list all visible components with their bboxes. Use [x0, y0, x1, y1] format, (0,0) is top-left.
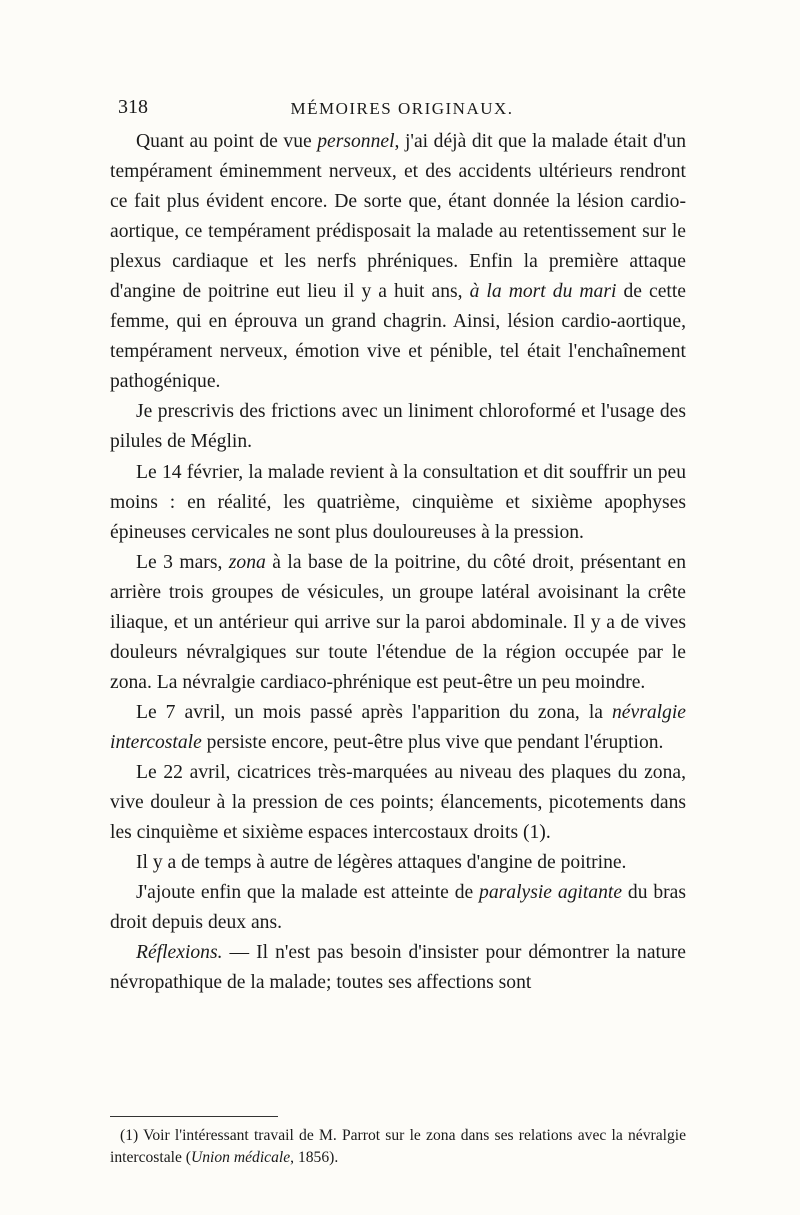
text-run: Le 22 avril, cicatrices très-marquées au niveau des plaques du zona, vive douleur à la pression de ces points; élancements, picotements dans les cinquième et sixième espaces intercostaux droits (1).: [110, 761, 686, 844]
paragraph: [110, 397, 686, 457]
italic-text: Réflexions.: [136, 942, 223, 964]
text-run: , j'ai déjà dit que la malade était d'un tempérament éminemment nerveux, et des accidents ultérieurs rendront ce fait plus évident encore. De sorte que, étant donnée la lésion cardio-aortique, ce tempérament prédisposait la malade au retentissement sur le plexus cardiaque et les nerfs phréniques. Enfin la première attaque d'angine de poitrine eut lieu il y a huit ans,: [110, 131, 686, 303]
italic-text: personnel: [317, 131, 395, 152]
italic-text: à la mort du mari: [469, 281, 617, 303]
text-run: persiste encore, peut-être plus vive que pendant l'éruption.: [201, 731, 664, 753]
paragraph: [110, 878, 686, 938]
text-run: Quant au point de vue: [136, 131, 318, 152]
text-run: — Il n'est pas besoin d'insister pour démontrer la nature névropathique de la malade; toutes ses affections sont: [110, 942, 686, 994]
paragraph: [110, 938, 686, 998]
footnote-rule: [110, 1116, 278, 1117]
paragraph: [110, 848, 686, 878]
paragraph: [110, 758, 686, 848]
text-run: Le 7 avril, un mois passé après l'apparition du zona, la: [136, 701, 612, 723]
page-header: [118, 96, 686, 124]
text-run: Le 3 mars,: [136, 551, 229, 573]
page-number: 318: [118, 96, 148, 118]
paragraph: [110, 458, 686, 548]
paragraph: [110, 548, 686, 698]
italic-text: paralysie agitante: [479, 882, 623, 904]
text-run: J'ajoute enfin que la malade est atteinte de: [136, 882, 480, 904]
running-title: MÉMOIRES ORIGINAUX.: [290, 99, 514, 118]
text-run: Je prescrivis des frictions avec un liniment chloroformé et l'usage des pilules de Méglin.: [110, 401, 686, 453]
footnote-text: [110, 1125, 686, 1169]
text-run: du bras droit depuis deux ans.: [110, 882, 686, 934]
text-run: à la base de la poitrine, du côté droit, présentant en arrière trois groupes de vésicules, un groupe latéral avoisinant la crête iliaque, et un antérieur qui arrive sur la paroi abdominale. Il y a de vives douleurs névralgiques sur toute l'étendue de la région occupée par le zona. La névralgie cardiaco-phrénique est peut-être un peu moindre.: [110, 551, 686, 693]
paragraph: [110, 127, 686, 397]
text-run: Il y a de temps à autre de légères attaques d'angine de poitrine.: [136, 852, 627, 874]
body-text: [110, 127, 686, 998]
text-run: , 1856).: [290, 1149, 339, 1166]
italic-text: zona: [228, 551, 266, 573]
italic-text: Union médicale: [190, 1149, 291, 1166]
text-run: Le 14 février, la malade revient à la consultation et dit souffrir un peu moins : en réalité, les quatrième, cinquième et sixième apophyses épineuses cervicales ne sont plus douloureuses à la pression.: [110, 461, 686, 543]
text-run: (1) Voir l'intéressant travail de M. Parrot sur le zona dans ses relations avec la névralgie intercostale (: [110, 1127, 686, 1166]
italic-text: névralgie intercostale: [110, 701, 686, 753]
paragraph: [110, 698, 686, 758]
footnote: [110, 1125, 686, 1169]
text-run: de cette femme, qui en éprouva un grand chagrin. Ainsi, lésion cardio-aortique, tempérament nerveux, émotion vive et pénible, tel était l'enchaînement pathogénique.: [110, 281, 686, 393]
